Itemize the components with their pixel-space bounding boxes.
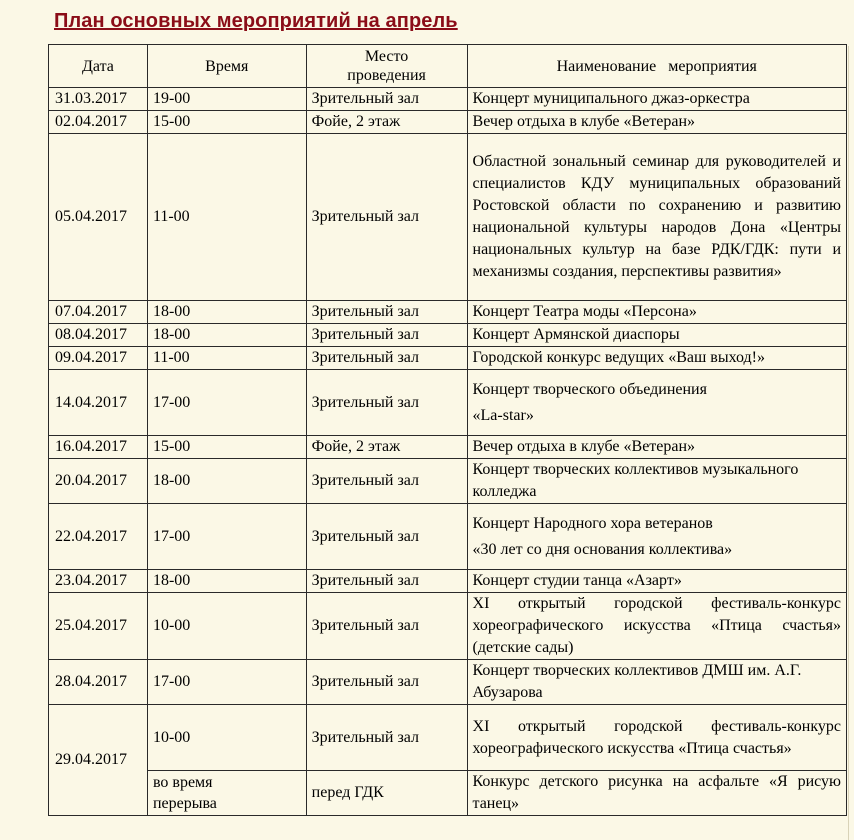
- table-row: [49, 570, 847, 593]
- cell-time: 19-00: [147, 88, 306, 111]
- cell-event-name: Концерт студии танца «Азарт»: [467, 570, 846, 593]
- cell-event-name: [467, 370, 846, 436]
- header-event-name: Наименование мероприятия: [467, 45, 846, 88]
- cell-date: 05.04.2017: [49, 134, 148, 301]
- events-body: [49, 88, 847, 816]
- table-row: [49, 134, 847, 301]
- cell-place: Фойе, 2 этаж: [306, 436, 467, 459]
- table-row: [49, 324, 847, 347]
- table-row: [49, 459, 847, 504]
- cell-date: 16.04.2017: [49, 436, 148, 459]
- table-row: [49, 347, 847, 370]
- cell-time: 10-00: [147, 705, 306, 771]
- cell-time: 17-00: [147, 660, 306, 705]
- table-row: [49, 771, 847, 816]
- cell-date: 23.04.2017: [49, 570, 148, 593]
- cell-date: 25.04.2017: [49, 593, 148, 660]
- cell-time: во время перерыва: [147, 771, 306, 816]
- cell-place: Зрительный зал: [306, 660, 467, 705]
- event-name-line: Концерт Народного хора ветеранов: [472, 514, 713, 532]
- cell-place: Зрительный зал: [306, 324, 467, 347]
- cell-time: 11-00: [147, 134, 306, 301]
- cell-event-name: XI открытый городской фестиваль-конкурс хореографического искусства «Птица счастья» (детские сады): [467, 593, 846, 660]
- table-row: [49, 705, 847, 771]
- cell-place: Зрительный зал: [306, 88, 467, 111]
- cell-event-name: Вечер отдыха в клубе «Ветеран»: [467, 436, 846, 459]
- page-title: План основных мероприятий на апрель: [54, 10, 458, 32]
- event-name-line: Концерт творческого объединения: [472, 380, 707, 398]
- cell-place: Зрительный зал: [306, 301, 467, 324]
- cell-event-name: XI открытый городской фестиваль-конкурс хореографического искусства «Птица счастья»: [467, 705, 846, 771]
- table-row: [49, 436, 847, 459]
- cell-time: 17-00: [147, 370, 306, 436]
- cell-date: 08.04.2017: [49, 324, 148, 347]
- cell-date: 31.03.2017: [49, 88, 148, 111]
- header-date: Дата: [49, 45, 148, 88]
- cell-date: 09.04.2017: [49, 347, 148, 370]
- header-place: Место проведения: [306, 45, 467, 88]
- cell-event-name: Концерт творческих коллективов музыкального колледжа: [467, 459, 846, 504]
- cell-time: 18-00: [147, 301, 306, 324]
- page-edge-divider: [848, 46, 849, 840]
- table-row: [49, 301, 847, 324]
- event-name-line: «30 лет со дня основания коллектива»: [472, 540, 733, 558]
- cell-event-name: Городской конкурс ведущих «Ваш выход!»: [467, 347, 846, 370]
- cell-time: 17-00: [147, 504, 306, 570]
- header-time: Время: [147, 45, 306, 88]
- table-row: [49, 504, 847, 570]
- cell-time: 18-00: [147, 324, 306, 347]
- cell-date: 22.04.2017: [49, 504, 148, 570]
- cell-place: Зрительный зал: [306, 370, 467, 436]
- cell-time: 11-00: [147, 347, 306, 370]
- cell-place: Фойе, 2 этаж: [306, 111, 467, 134]
- events-table: [48, 44, 847, 816]
- cell-time: 18-00: [147, 570, 306, 593]
- cell-date: 28.04.2017: [49, 660, 148, 705]
- cell-time: 18-00: [147, 459, 306, 504]
- table-row: [49, 88, 847, 111]
- cell-event-name: Вечер отдыха в клубе «Ветеран»: [467, 111, 846, 134]
- cell-event-name: Концерт Армянской диаспоры: [467, 324, 846, 347]
- cell-place: Зрительный зал: [306, 459, 467, 504]
- cell-date: 29.04.2017: [49, 705, 148, 816]
- cell-time: 15-00: [147, 111, 306, 134]
- table-header-row: [49, 45, 847, 88]
- cell-event-name: [467, 504, 846, 570]
- cell-date: 07.04.2017: [49, 301, 148, 324]
- table-row: [49, 111, 847, 134]
- cell-date: 14.04.2017: [49, 370, 148, 436]
- cell-place: Зрительный зал: [306, 504, 467, 570]
- cell-event-name: Конкурс детского рисунка на асфальте «Я рисую танец»: [467, 771, 846, 816]
- cell-place: Зрительный зал: [306, 570, 467, 593]
- cell-place: Зрительный зал: [306, 347, 467, 370]
- cell-place: Зрительный зал: [306, 593, 467, 660]
- cell-event-name: Концерт муниципального джаз-оркестра: [467, 88, 846, 111]
- cell-time: 10-00: [147, 593, 306, 660]
- cell-date: 20.04.2017: [49, 459, 148, 504]
- cell-event-name: Областной зональный семинар для руководителей и специалистов КДУ муниципальных образований Ростовской области по сохранению и развитию национальной культуры народов Дона «Центры национальных культур на базе РДК/ГДК: пути и механизмы создания, перспективы развития»: [467, 134, 846, 301]
- cell-place: Зрительный зал: [306, 705, 467, 771]
- cell-time: 15-00: [147, 436, 306, 459]
- event-name-line: «La-star»: [472, 406, 534, 424]
- cell-date: 02.04.2017: [49, 111, 148, 134]
- table-row: [49, 370, 847, 436]
- cell-place: Зрительный зал: [306, 134, 467, 301]
- table-row: [49, 660, 847, 705]
- cell-event-name: Концерт Театра моды «Персона»: [467, 301, 846, 324]
- cell-event-name: Концерт творческих коллективов ДМШ им. А.Г. Абузарова: [467, 660, 846, 705]
- cell-place: перед ГДК: [306, 771, 467, 816]
- table-row: [49, 593, 847, 660]
